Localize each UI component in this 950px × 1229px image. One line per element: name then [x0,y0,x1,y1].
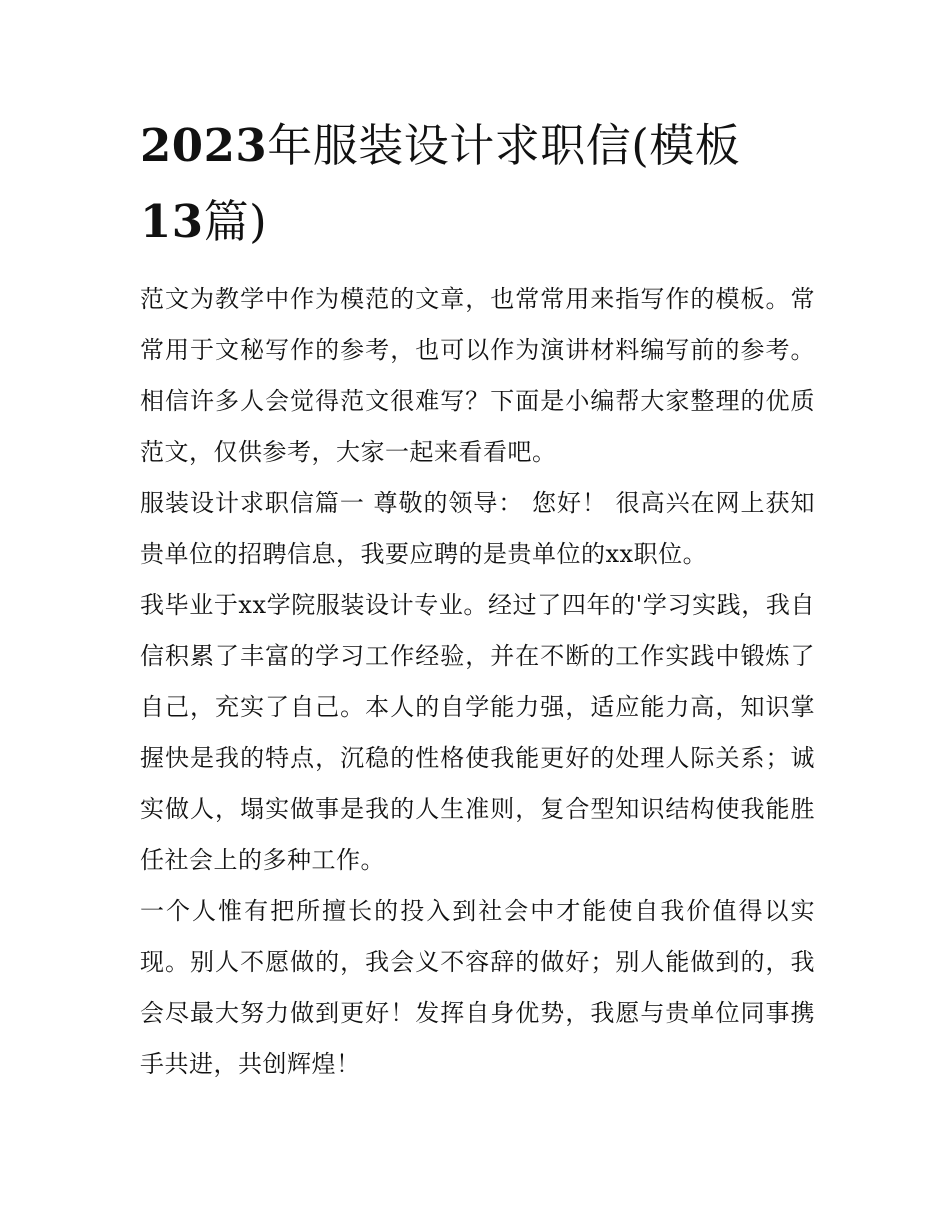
document-body [140,108,815,1090]
paragraph-closing: 一个人惟有把所擅长的投入到社会中才能使自我价值得以实现。别人不愿做的，我会义不容辞的做好；别人能做到的，我会尽最大努力做到更好！发挥自身优势，我愿与贵单位同事携手共进，共创辉煌！ [140,897,815,1078]
title-main: 年服装设计求职信(模板 [267,119,741,172]
paragraph-intro: 范文为教学中作为模范的文章，也常常用来指写作的模板。常常用于文秘写作的参考，也可以作为演讲材料编写前的参考。相信许多人会觉得范文很难写？下面是小编帮大家整理的优质范文，仅供参考，大家一起来看看吧。 [140,285,815,466]
title-count: 13 [140,195,204,248]
title-suffix: 篇) [203,195,268,248]
paragraph-background: 我毕业于xx学院服装设计专业。经过了四年的'学习实践，我自信积累了丰富的学习工作经验，并在不断的工作实践中锻炼了自己，充实了自己。本人的自学能力强，适应能力高，知识掌握快是我的特点，沉稳的性格使我能更好的处理人际关系；诚实做人，塌实做事是我的人生准则，复合型知识结构使我能胜任社会上的多种工作。 [140,591,815,874]
document-title [140,108,815,260]
paragraph-greeting: 服装设计求职信篇一 尊敬的领导： 您好！ 很高兴在网上获知贵单位的招聘信息，我要应聘的是贵单位的xx职位。 [140,489,815,568]
title-year: 2023 [140,119,268,172]
